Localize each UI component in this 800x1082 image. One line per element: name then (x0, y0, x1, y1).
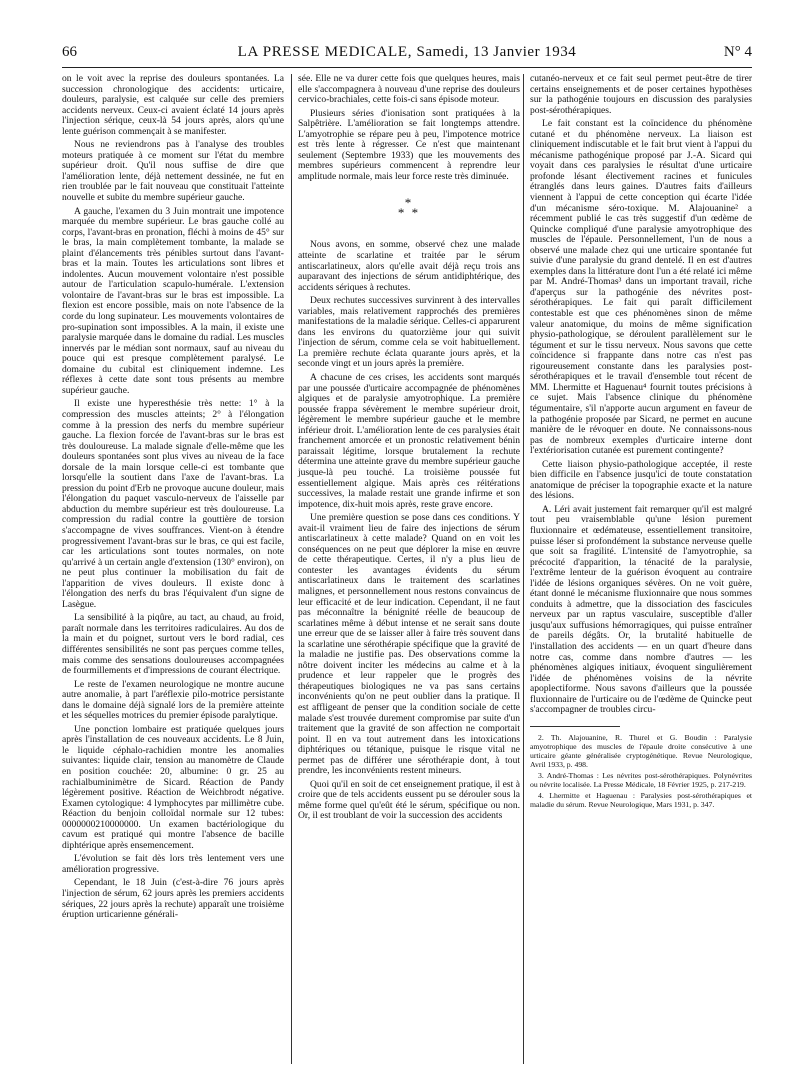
column-3 (530, 74, 752, 811)
issue-number: N° 4 (723, 44, 752, 60)
paragraph: Deux rechutes successives survinrent à des intervalles variables, mais relativement rapprochés des premières manifestations de la maladie sérique. Celles-ci apparurent dans les environs du quatorzième jour qui suivit l'injection de sérum, comme cela se voit habituellement. La première rechute éclata quarante jours après, et la seconde vingt et un jours après la première. (298, 295, 520, 370)
paragraph: La sensibilité à la piqûre, au tact, au chaud, au froid, paraît normale dans les territoires radiculaires. Au dos de la main et du poignet, surtout vers le bord radial, ces différentes sensibilités ne sont pas perçues comme telles, mais comme des sensations douloureuses accompagnées de fourmillements et d'impressions de courant électrique. (62, 612, 284, 677)
footnote: 2. Th. Alajouanine, R. Thurel et G. Boudin : Paralysie amyotrophique des muscles de l'épaule droite consécutive à une urticaire géante généralisée cryptogénétique. Revue Neurologique, Avril 1933, p. 498. (530, 732, 752, 769)
paragraph: Nous avons, en somme, observé chez une malade atteinte de scarlatine et traitée par le sérum antiscarlatineux, alors qu'elle avait déjà reçu trois ans auparavant des injections de sérum antidiphtérique, des accidents sériques à rechutes. (298, 239, 520, 293)
paragraph: Cependant, le 18 Juin (c'est-à-dire 76 jours après l'injection de sérum, 62 jours après les premiers accidents sériques, 22 jours après la rechute) apparaît une troisième éruption urticarienne générali- (62, 877, 284, 921)
paragraph: Plusieurs séries d'ionisation sont pratiquées à la Salpêtrière. L'amélioration se fait longtemps attendre. L'amyotrophie se répare peu à peu, l'impotence motrice est très lente à régresser. Ce n'est que maintenant seulement (Septembre 1933) que les mouvements des membres supérieurs commencent à reprendre leur amplitude normale, mais leur force reste très diminuée. (298, 107, 520, 182)
paragraph: cutanéo-nerveux et ce fait seul permet peut-être de tirer certains enseignements et de poser certaines hypothèses sur la pathogénie toujours en discussion des paralysies post-sérothérapiques. (530, 73, 752, 116)
paragraph: A chacune de ces crises, les accidents sont marqués par une poussée d'urticaire accompagnée de phénomènes algiques et de paralysie amyotrophique. La première poussée frappa sévèrement le membre supérieur droit, légèrement le membre supérieur gauche et le membre inférieur droit. L'amélioration lente de ces paralysies était franchement amorcée et un pronostic relativement bénin paraissait légitime, lorsque brutalement la rechute détermina une atteinte grave du membre supérieur gauche jusque-là peu touché. La troisième poussée fut essentiellement algique. Mais après ces réitérations successives, la malade restait une grande infirme et son impotence, dix-huit mois après, reste grave encore. (298, 372, 520, 510)
paragraph: A gauche, l'examen du 3 Juin montrait une impotence marquée du membre supérieur. Le bras gauche collé au corps, l'avant-bras en pronation, fléchi à moins de 45° sur le bras, la main complètement tombante, la malade se plaint d'élancements très pénibles surtout dans l'avant-bras et la main. Toutes les articulations sont libres et indolentes. Aucun mouvement volontaire n'est possible autour de l'articulation scapulo-humérale. L'extension volontaire de l'avant-bras sur le bras est impossible. La flexion est encore possible, mais on note l'absence de la corde du long supinateur. Les mouvements volontaires de pro-supination sont impossibles. A la main, il existe une paralysie marquée dans le domaine du radial. Les muscles innervés par le médian sont normaux, sauf au niveau du pouce qui est presque complètement paralysé. Le domaine du cubital est cliniquement indemne. Les réflexes à cette date sont tous présents au membre supérieur gauche. (62, 205, 284, 396)
issue-date: Samedi, 13 Janvier 1934 (416, 44, 577, 60)
page-number: 66 (62, 44, 77, 60)
journal-name: LA PRESSE MEDICALE, (237, 44, 413, 60)
running-title (62, 44, 752, 61)
paragraph: Le fait constant est la coïncidence du phénomène cutané et du phénomène nerveux. La liaison est cliniquement indiscutable et le fait brut vient à l'appui du mécanisme pathogénique proposé par J.-A. Sicard qui voyait dans ces paralysies le résultat d'une urticaire profonde lésant électivement racines et funicules étranglés dans leurs gaines. D'autres faits d'ailleurs viennent à l'appui de cette conception qui écarte l'idée d'un mécanisme séro-toxique. M. Alajouanine² a récemment publié le cas très suggestif d'un œdème de Quincke compliqué d'une paralysie amyotrophique des muscles de l'épaule. Personnellement, l'un de nous a observé une malade chez qui une urticaire spontanée fut suivie d'une paralysie du grand dentelé. Il en est d'autres exemples dans la littérature dont l'un a été relaté ici même par M. André-Thomas³ dans un important travail, riche d'aperçus sur la pathogénie des névrites post-sérothérapiques. Le fait qui paraît difficilement contestable est que ces phénomènes sinon de même valeur anatomique, du moins de même signification physio-pathologique, se déroulent parallèlement sur le tégument et sur le tissu nerveux. Nous savons que cette coïncidence si frappante dans notre cas n'est pas rigoureusement constante dans les paralysies post-sérothérapiques et le travail d'ensemble tout récent de MM. Lhermitte et Haguenau⁴ fournit toutes précisions à ce sujet. Mais l'absence clinique du phénomène tégumentaire, s'il n'apporte aucun argument en faveur de la pathogénie proposée par Sicard, ne permet en aucune manière de le révoquer en doute. Ne connaissons-nous pas de nombreux exemples d'urticaire interne dont l'extériorisation cutanée est purement contingente? (530, 118, 752, 457)
column-1 (62, 74, 284, 924)
section-asterism: * * * (397, 195, 421, 221)
paragraph: Une première question se pose dans ces conditions. Y avait-il vraiment lieu de faire des injections de sérum antiscarlatineux à cette malade? Quand on en voit les conséquences on ne peut que déplorer la mise en œuvre de cette thérapeutique. Certes, il n'y a plus lieu de contester les avantages évidents du sérum antiscarlatineux dans le traitement des scarlatines malignes, et personnellement nous restons convaincus de leur efficacité et de leur indication. Cependant, il ne faut pas méconnaître la bénignité réelle de beaucoup de scarlatines même à début intense et ne serait sans doute une erreur que de se laisser aller à faire très souvent dans la scarlatine une sérothérapie spécifique que la gravité de la maladie ne justifie pas. Des observations comme la nôtre doivent inciter les médecins au calme et à la prudence et leur rappeler que le progrès des thérapeutiques biologiques ne va pas sans certains inconvénients qu'on ne peut oublier dans la pratique. Il est affligeant de penser que la condition sociale de cette malade s'est trouvée durement compromise par suite d'un traitement que la gravité de son affection ne comportait point. Il en va tout autrement dans les intoxications diphtériques ou tétanique, puisque le risque vital ne permet pas de différer une sérothérapie dont, à tout prendre, les inconvénients restent mineurs. (298, 512, 520, 777)
paragraph: Il existe une hyperesthésie très nette: 1° à la compression des muscles atteints; 2° à l'élongation comme à la pression des nerfs du membre supérieur gauche. La flexion forcée de l'avant-bras sur le bras est très douloureuse. La malade signale d'elle-même que les douleurs spontanées sont plus vives au niveau de la face dorsale de la main lorsque celle-ci est tombante que lorsqu'elle la soutient dans l'axe de l'avant-bras. La pression du point d'Erb ne provoque aucune douleur, mais l'élongation du paquet vasculo-nerveux de l'aisselle par abduction du membre supérieur est très douloureuse. La compression du radial contre la gouttière de torsion s'accompagne de vives souffrances. Vient-on à étendre progressivement l'avant-bras sur le bras, ce qui est facile, car les articulations sont toutes normales, on note qu'arrivé à un certain angle d'extension (130° environ), on ne peut plus continuer la mobilisation du fait de l'apparition de vives douleurs. Il existe donc à l'élongation des nerfs du bras l'équivalent d'un signe de Lasègue. (62, 398, 284, 610)
paragraph: Quoi qu'il en soit de cet enseignement pratique, il est à croire que de tels accidents eussent pu se dérouler sous la même forme quel qu'eût été le sérum, spécifique ou non. Or, il est troublant de voir la succession des accidents (298, 778, 520, 822)
column-divider (291, 74, 292, 1064)
paragraph: A. Léri avait justement fait remarquer qu'il est malgré tout peu vraisemblable qu'une lésion purement fluxionnaire et œdémateuse, essentiellement transitoire, puisse léser si profondément la substance nerveuse quelle que soit sa fragilité. L'intensité de l'amyotrophie, sa précocité d'apparition, la ténacité de la paralysie, l'extrême lenteur de la guérison évoquent au contraire l'idée de lésions organiques sévères. On ne voit guère, étant donné le mécanisme fluxionnaire que nous sommes conduits à admettre, que la dissociation des fascicules nerveux par un raptus vasculaire, susceptible d'aller jusqu'aux suffusions hémorragiques, qui puisse entraîner de pareils dégâts. Or, la brutalité habituelle de l'installation des accidents — en un quart d'heure dans notre cas, comme dans nombre d'autres — les phénomènes algiques initiaux, évoquent singulièrement l'idée de phénomènes voisins de la névrite apoplectiforme. Nous savons d'ailleurs que la poussée fluxionnaire de l'urticaire ou de l'œdème de Quincke peut s'accompagner de troubles circu- (530, 503, 752, 716)
page-header (62, 44, 752, 66)
paragraph: L'évolution se fait dès lors très lentement vers une amélioration progressive. (62, 853, 284, 875)
footnote-separator (530, 726, 620, 727)
column-2 (298, 74, 520, 825)
paragraph: on le voit avec la reprise des douleurs spontanées. La succession chronologique des accidents: urticaire, douleurs, paralysie, est calquée sur celle des premiers accidents nerveux. Ceux-ci avaient éclaté 14 jours après l'injection sérique, ceux-là 54 jours après, alors qu'une lente guérison commençait à se manifester. (62, 73, 284, 137)
paragraph: Nous ne reviendrons pas à l'analyse des troubles moteurs pratiquée à ce moment sur l'état du membre supérieur droit. Qu'il nous suffise de dire que l'amélioration lente, déjà nettement dessinée, ne fut en rien troublée par le fait nouveau que constituait l'atteinte nouvelle et subite du membre supérieur gauche. (62, 139, 284, 204)
paragraph: sée. Elle ne va durer cette fois que quelques heures, mais elle s'accompagnera à nouveau d'une reprise des douleurs cervico-brachiales, cette fois-ci sans épisode moteur. (298, 73, 520, 106)
footnote: 4. Lhermitte et Haguenau : Paralysies post-sérothérapiques et maladie du sérum. Revue Neurologique, Mars 1931, p. 347. (530, 790, 752, 809)
paragraph: Le reste de l'examen neurologique ne montre aucune autre anomalie, à part l'aréflexie pilo-motrice persistante dans le domaine déjà signalé lors de la première atteinte et les séquelles motrices du premier épisode paralytique. (62, 678, 284, 722)
header-rule (62, 67, 752, 68)
paragraph: Une ponction lombaire est pratiquée quelques jours après l'installation de ces nouveaux accidents. Le 8 Juin, le liquide céphalo-rachidien montre les anomalies suivantes: liquide clair, tension au manomètre de Claude en position couchée: 20, albumine: 0 gr. 25 au rachialbuminimètre de Sicard. Réaction de Pandy légèrement positive. Réaction de Weichbrodt négative. Examen cytologique: 4 lymphocytes par millimètre cube. Réaction du benjoin colloïdal normale sur 12 tubes: 0000000210000000. Un examen bactériologique du cavum est pratiqué qui montre l'absence de bacille diphtérique après ensemencement. (62, 723, 284, 851)
footnote: 3. André-Thomas : Les névrites post-sérothérapiques. Polynévrites ou névrite localisée. La Presse Médicale, 18 Février 1925, p. 217-219. (530, 770, 752, 789)
column-divider (523, 74, 524, 1064)
paragraph: Cette liaison physio-pathologique acceptée, il reste bien difficile en l'absence jusqu'ici de toute constatation anatomique de préciser la topographie exacte et la nature des lésions. (530, 458, 752, 502)
